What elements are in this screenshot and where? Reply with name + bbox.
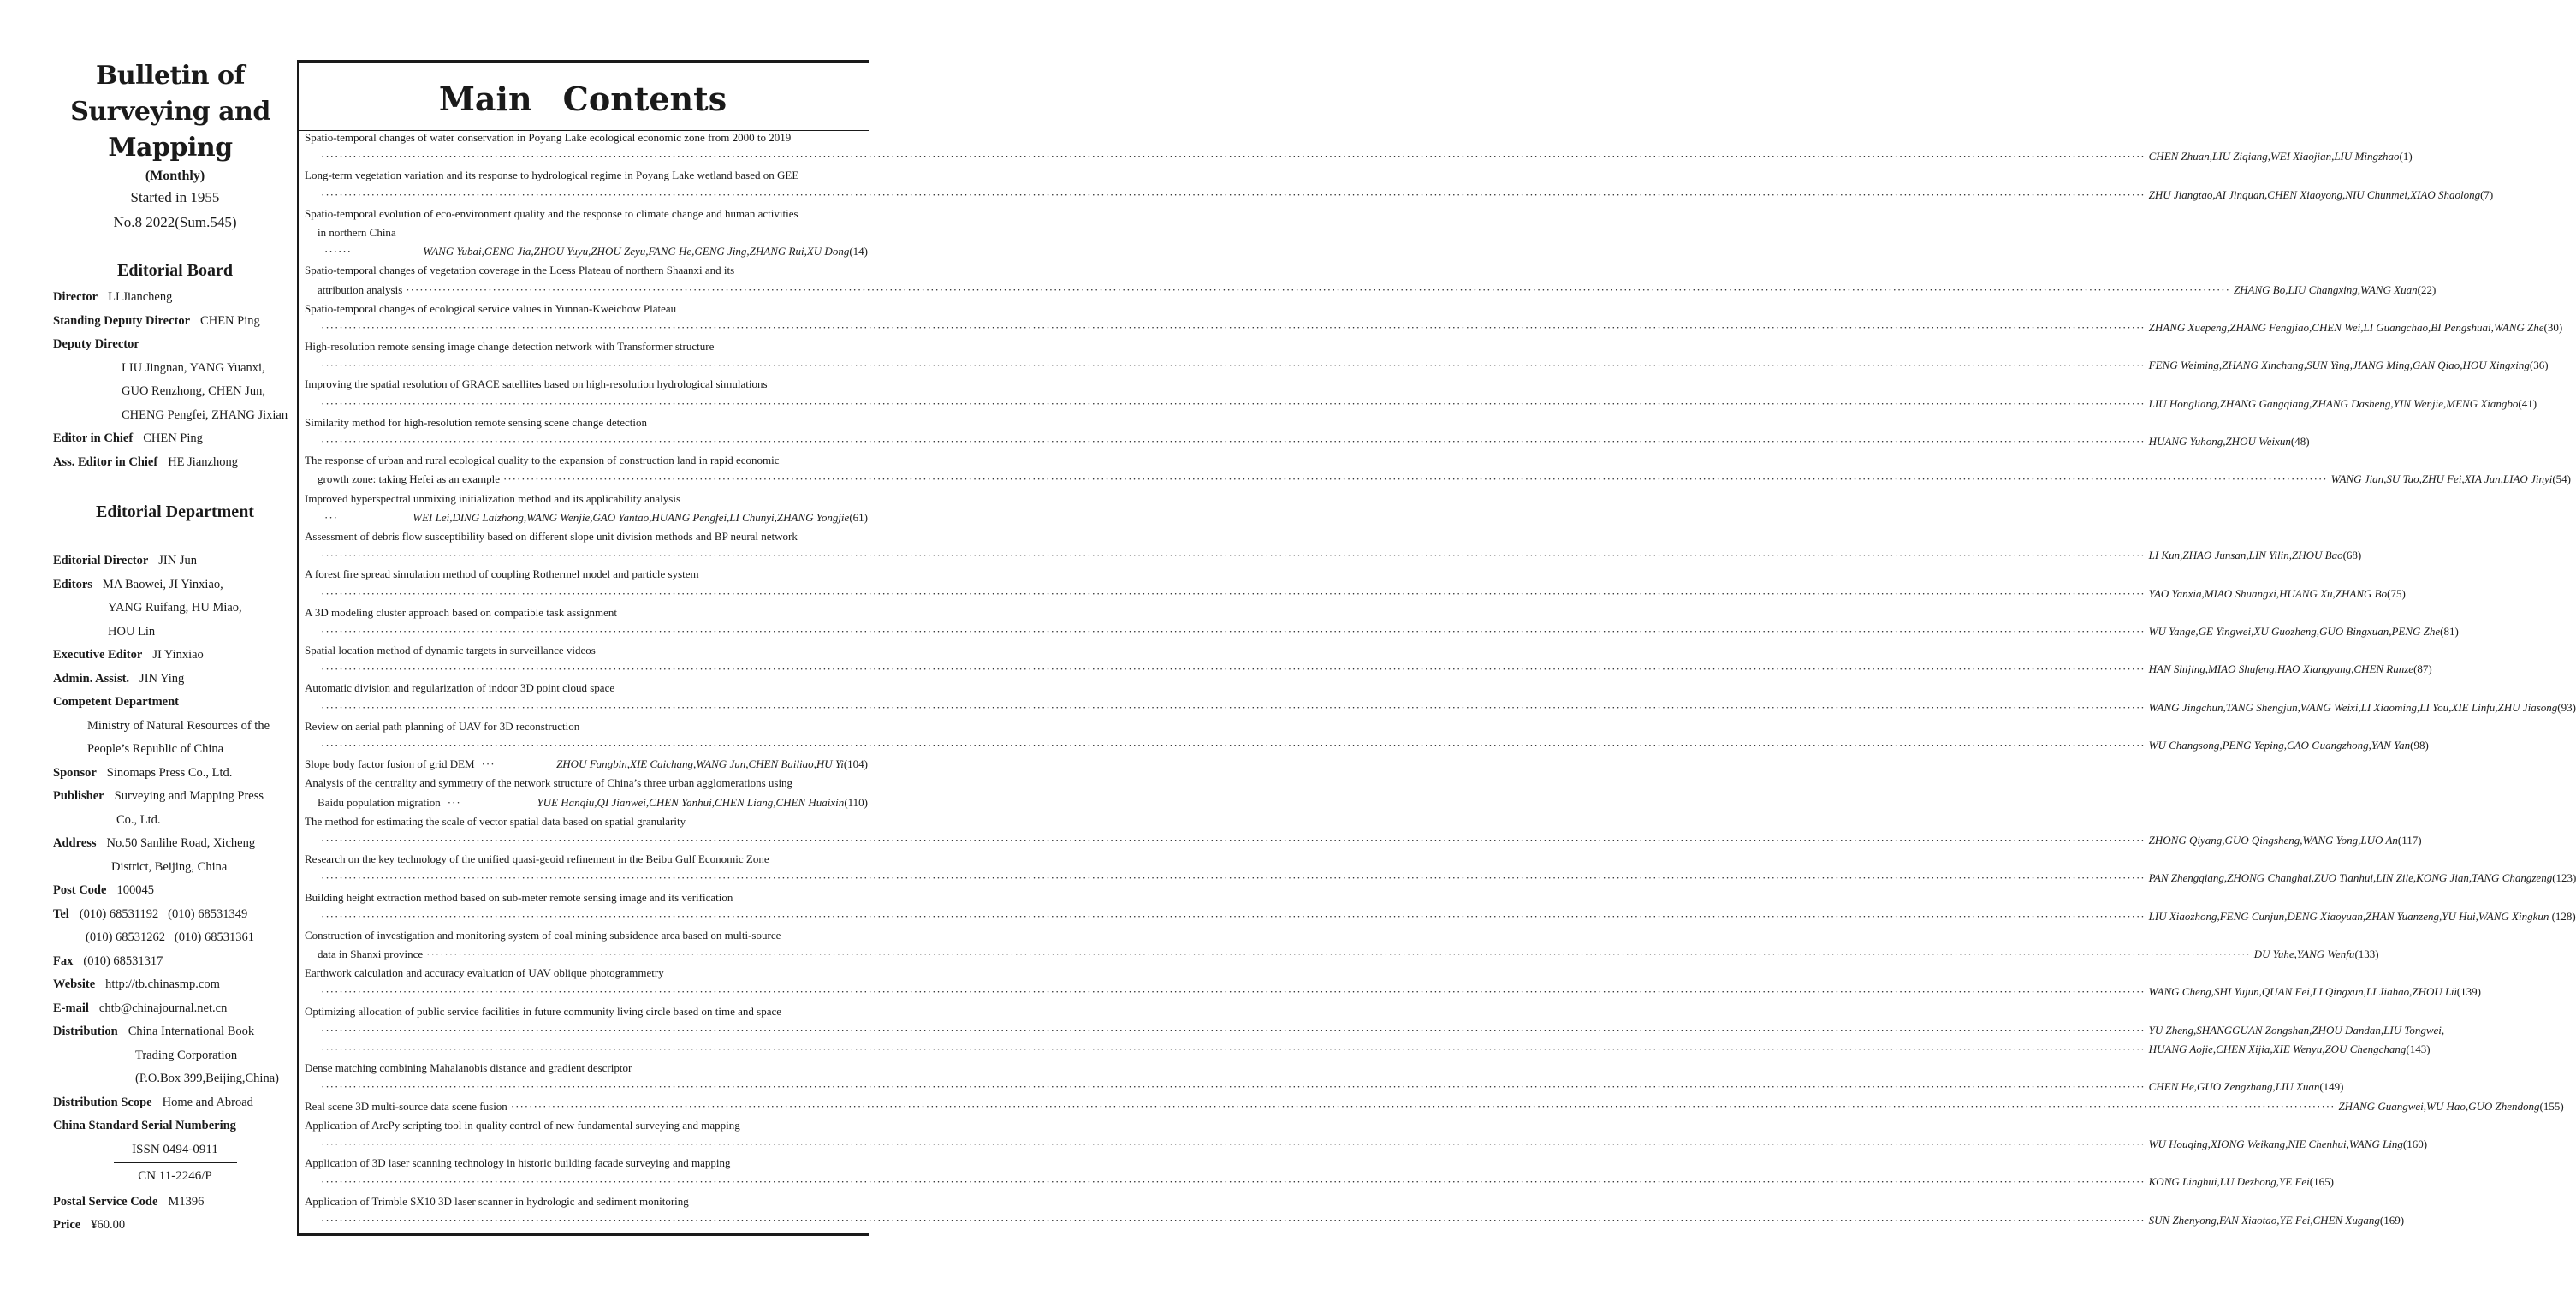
article-page-number: (169)	[2379, 1213, 2405, 1227]
dept-tel: Tel (010) 68531192 (010) 68531349	[53, 906, 248, 921]
article-author-line	[305, 281, 2437, 300]
editorial-board-heading: Editorial Board	[116, 261, 233, 280]
article-author-line	[305, 622, 2459, 641]
article-title-line: Construction of investigation and monitoring system of coal mining subsidence area based on multi-source	[305, 928, 781, 942]
dept-editorial-director: Editorial Director JIN Jun	[53, 554, 197, 567]
journal-title-line2: Surveying and	[70, 97, 270, 127]
dept-serial-label: China Standard Serial Numbering	[53, 1119, 236, 1132]
article-author-line	[305, 470, 2572, 489]
article-author-line	[305, 945, 2379, 964]
leader-dots: ················································································································································································································································································································································································································	[321, 662, 2146, 676]
article-authors: ZHANG Guangwei,WU Hao,GUO Zhendong(155)	[2338, 1099, 2564, 1113]
article-authors: YU Zheng,SHANGGUAN Zongshan,ZHOU Dandan,LIU Tongwei,	[2148, 1023, 2445, 1037]
article-author-line	[305, 508, 868, 527]
article-title-line: Analysis of the centrality and symmetry of the network structure of China’s three urban agglomerations using	[305, 776, 793, 790]
main-contents-heading: Main Contents	[438, 80, 727, 118]
dept-address: Address No.50 Sanlihe Road, Xicheng	[53, 836, 256, 850]
article-author-line	[305, 356, 2549, 375]
dept-competent-label: Competent Department	[53, 695, 179, 709]
leader-dots: ················································································································································································································································································································································································································	[321, 359, 2146, 372]
article-title-line: Dense matching combining Mahalanobis distance and gradient descriptor	[305, 1061, 632, 1075]
article-authors: WANG Yubai,GENG Jia,ZHOU Yuyu,ZHOU Zeyu,FANG He,GENG Jing,ZHANG Rui,XU Dong(14)	[423, 245, 868, 258]
article-title-line: Review on aerial path planning of UAV for 3D reconstruction	[305, 719, 580, 733]
dept-distribution-line: Trading Corporation	[135, 1048, 238, 1062]
board-deputy-label: Deputy Director	[53, 337, 139, 351]
leader-dots: ················································································································································································································································································································································································································	[321, 549, 2146, 562]
article-authors: PAN Zhengqiang,ZHONG Changhai,ZUO Tianhui,LIN Zile,KONG Jian,TANG Changzeng(123)	[2148, 871, 2576, 885]
article-page-number: (139)	[2456, 985, 2481, 999]
article-title-line: Research on the key technology of the unified quasi-geoid refinement in the Beibu Gulf Economic Zone	[305, 853, 769, 866]
dept-sponsor: Sponsor Sinomaps Press Co., Ltd.	[53, 765, 233, 780]
article-author-line	[305, 1173, 2334, 1191]
leader-dots: ················································································································································································································································································································································································································	[321, 700, 2146, 714]
article-authors: CHEN Zhuan,LIU Ziqiang,WEI Xiaojian,LIU Mingzhao(1)	[2148, 150, 2413, 163]
leader-dots: ················································································································································································································································································································································································································	[321, 1043, 2146, 1055]
leader-dots: ················································································································································································································································································································································································································	[321, 1213, 2146, 1227]
dept-executive-editor: Executive Editor JI Yinxiao	[53, 648, 204, 662]
board-director: Director LI Jiancheng	[53, 290, 173, 304]
article-author-line	[305, 1097, 2564, 1116]
article-page-number: (133)	[2354, 948, 2379, 961]
article-author-line	[305, 1040, 2431, 1059]
leader-dots: ················································································································································································································································································································································································································	[321, 624, 2146, 638]
article-author-line	[305, 736, 2429, 755]
article-authors: ZHANG Xuepeng,ZHANG Fengjiao,CHEN Wei,LI Guangchao,BI Pengshuai,WANG Zhe(30)	[2148, 320, 2563, 334]
article-title-line: Improved hyperspectral unmixing initialization method and its applicability analysis	[305, 491, 681, 505]
article-authors: HUANG Aojie,CHEN Xijia,XIE Wenyu,ZOU Chengchang(143)	[2148, 1043, 2431, 1055]
article-authors: LIU Xiaozhong,FENG Cunjun,DENG Xiaoyuan,ZHAN Yuanzeng,YU Hui,WANG Xingkun (128)	[2148, 909, 2576, 923]
article-page-number: (7)	[2480, 187, 2494, 201]
article-title-tail: attribution analysis	[318, 282, 403, 296]
article-authors: WU Houqing,XIONG Weikang,NIE Chenhui,WANG Ling(160)	[2148, 1137, 2428, 1150]
leader-dots: ···	[447, 795, 461, 809]
article-title-line: Automatic division and regularization of indoor 3D point cloud space	[305, 681, 615, 695]
article-authors: WANG Jingchun,TANG Shengjun,WANG Weixi,LI Xiaoming,LI You,XIE Linfu,ZHU Jiasong(93)	[2148, 700, 2576, 714]
article-authors: WANG Cheng,SHI Yujun,QUAN Fei,LI Qingxun,LI Jiahao,ZHOU Lü(139)	[2148, 985, 2481, 999]
article-authors: FENG Weiming,ZHANG Xinchang,SUN Ying,JIANG Ming,GAN Qiao,HOU Xingxing(36)	[2148, 359, 2549, 372]
dept-fax: Fax (010) 68531317	[53, 954, 163, 968]
article-page-number: (155)	[2539, 1099, 2564, 1113]
leader-dots: ················································································································································································································································································································································································································	[321, 739, 2146, 752]
dept-postal-service-code: Postal Service Code M1396	[53, 1194, 205, 1209]
leader-dots: ················································································································································································································································································································································································································	[321, 985, 2146, 999]
dept-editors-line: YANG Ruifang, HU Miao,	[108, 601, 242, 615]
article-authors: YUE Hanqiu,QI Jianwei,CHEN Yanhui,CHEN Liang,CHEN Huaixin(110)	[537, 795, 868, 809]
dept-distribution: Distribution China International Book	[53, 1025, 255, 1038]
article-authors: HAN Shijing,MIAO Shufeng,HAO Xiangyang,CHEN Runze(87)	[2148, 662, 2432, 676]
article-author-line	[305, 907, 2576, 926]
article-title-line: Building height extraction method based on sub-meter remote sensing image and its verification	[305, 890, 733, 904]
leader-dots: ················································································································································································································································································································································································································	[321, 833, 2146, 847]
article-author-line	[305, 432, 2310, 451]
board-standing-deputy: Standing Deputy Director CHEN Ping	[53, 313, 260, 328]
dept-editors: Editors MA Baowei, JI Yinxiao,	[53, 577, 223, 591]
article-authors: WU Changsong,PENG Yeping,CAO Guangzhong,YAN Yan(98)	[2148, 739, 2429, 752]
dept-admin-assist: Admin. Assist. JIN Ying	[53, 671, 185, 686]
article-title-line: Assessment of debris flow susceptibility based on different slope unit division methods and BP neural network	[305, 529, 798, 543]
leader-dots: ······	[324, 245, 352, 258]
article-page-number: (149)	[2319, 1080, 2344, 1094]
article-title-line: Similarity method for high-resolution remote sensing scene change detection	[305, 415, 648, 429]
article-title-line: Application of 3D laser scanning technology in historic building facade surveying and mapping	[305, 1156, 731, 1170]
leader-dots: ················································································································································································································································································································································································································	[321, 1080, 2146, 1094]
article-page-number: (14)	[849, 245, 868, 258]
article-author-line	[305, 318, 2563, 337]
issn-number: ISSN 0494-0911	[132, 1142, 218, 1156]
journal-title-line1: Bulletin of	[96, 61, 245, 91]
article-authors: CHEN He,GUO Zengzhang,LIU Xuan(149)	[2148, 1080, 2344, 1094]
article-authors: LIU Hongliang,ZHANG Gangqiang,ZHANG Dasheng,YIN Wenjie,MENG Xiangbo(41)	[2148, 396, 2537, 410]
leader-dots: ················································································································································································································································································································································································································	[321, 1137, 2146, 1150]
article-page-number: (61)	[849, 510, 868, 524]
article-page-number: (104)	[843, 757, 868, 771]
dept-email: E-mail chtb@chinajournal.net.cn	[53, 1001, 228, 1015]
cn-number: CN 11-2246/P	[138, 1168, 212, 1183]
article-title-tail: data in Shanxi province	[318, 948, 424, 961]
article-authors: ZHONG Qiyang,GUO Qingsheng,WANG Yong,LUO An(117)	[2148, 833, 2422, 847]
dept-price: Price ¥60.00	[53, 1218, 126, 1232]
leader-dots: ················································································································································································································································································································································································································	[321, 396, 2146, 410]
dept-website: Website http://tb.chinasmp.com	[53, 977, 220, 991]
article-authors: ZHANG Bo,LIU Changxing,WANG Xuan(22)	[2233, 282, 2437, 296]
article-page-number: (68)	[2342, 549, 2362, 562]
article-authors: ZHOU Fangbin,XIE Caichang,WANG Jun,CHEN Bailiao,HU Yi(104)	[556, 757, 868, 771]
article-page-number: (143)	[2406, 1043, 2431, 1055]
article-author-line	[305, 831, 2422, 850]
article-author-line	[305, 546, 2362, 565]
leader-dots: ················································································································································································································································································································································································································	[321, 150, 2146, 163]
journal-issue: No.8 2022(Sum.545)	[113, 214, 237, 230]
article-author-line	[305, 1078, 2344, 1096]
board-deputy-line: GUO Renzhong, CHEN Jun,	[122, 384, 265, 398]
journal-frequency: (Monthly)	[145, 169, 205, 183]
article-page-number: (123)	[2552, 871, 2576, 885]
article-page-number: (48)	[2290, 435, 2310, 448]
article-page-number: (54)	[2552, 472, 2572, 486]
board-deputy-line: LIU Jingnan, YANG Yuanxi,	[122, 360, 265, 375]
board-editor-in-chief: Editor in Chief CHEN Ping	[53, 431, 203, 445]
email-link[interactable]: chtb@chinajournal.net.cn	[98, 1001, 228, 1015]
article-authors: SUN Zhenyong,FAN Xiaotao,YE Fei,CHEN Xugang(169)	[2148, 1213, 2405, 1227]
board-ass-editor-in-chief: Ass. Editor in Chief HE Jianzhong	[53, 454, 238, 469]
article-author-line	[305, 1021, 2445, 1040]
leader-dots: ················································································································································································································································································································································································································	[321, 435, 2146, 448]
article-page-number: (75)	[2387, 586, 2406, 600]
article-title-tail: Slope body factor fusion of grid DEM	[305, 757, 475, 771]
article-title-line: Application of Trimble SX10 3D laser scanner in hydrologic and sediment monitoring	[305, 1194, 689, 1208]
article-title-line: Spatial location method of dynamic targets in surveillance videos	[305, 644, 596, 657]
website-link[interactable]: http://tb.chinasmp.com	[105, 977, 220, 991]
article-title-line: The response of urban and rural ecological quality to the expansion of construction land in rapid economic	[305, 454, 780, 467]
article-authors: WU Yange,GE Yingwei,XU Guozheng,GUO Bingxuan,PENG Zhe(81)	[2148, 624, 2459, 638]
leader-dots: ················································································································································································································································································································································································································	[321, 586, 2146, 600]
article-author-line	[305, 1135, 2428, 1154]
article-page-number: (93)	[2557, 700, 2576, 714]
article-page-number: (36)	[2529, 359, 2549, 372]
leader-dots: ················································································································································································································································································································································································································	[321, 320, 2146, 334]
leader-dots: ················································································································································································································································································································································································································	[321, 187, 2146, 201]
article-authors: HUANG Yuhong,ZHOU Weixun(48)	[2148, 435, 2310, 448]
article-title-line: A 3D modeling cluster approach based on compatible task assignment	[305, 605, 617, 619]
article-author-line	[305, 395, 2537, 413]
article-authors: WANG Jian,SU Tao,ZHU Fei,XIA Jun,LIAO Jinyi(54)	[2330, 472, 2572, 486]
journal-title-line3: Mapping	[108, 133, 233, 163]
article-page-number: (128)	[2549, 909, 2576, 923]
article-title-tail: Baidu population migration	[318, 795, 441, 809]
contents-list	[305, 128, 2576, 1230]
article-page-number: (41)	[2518, 396, 2537, 410]
dept-publisher: Publisher Surveying and Mapping Press	[53, 789, 264, 803]
article-title-line: in northern China	[318, 225, 396, 239]
issn-divider	[114, 1162, 237, 1163]
article-title-line: Improving the spatial resolution of GRACE satellites based on high-resolution hydrological simulations	[305, 377, 768, 391]
article-title-line: Spatio-temporal changes of vegetation coverage in the Loess Plateau of northern Shaanxi and its	[305, 264, 735, 277]
article-authors: DU Yuhe,YANG Wenfu(133)	[2253, 948, 2379, 961]
article-page-number: (165)	[2309, 1175, 2334, 1189]
article-title-line: A forest fire spread simulation method of coupling Rothermel model and particle system	[305, 567, 699, 581]
article-page-number: (160)	[2402, 1137, 2428, 1150]
dept-publisher-line: Co., Ltd.	[116, 812, 161, 827]
leader-dots: ················································································································································································································································································································································································································	[321, 1023, 2146, 1037]
journal-started: Started in 1955	[130, 189, 220, 205]
leader-dots: ···	[324, 510, 338, 524]
article-author-line	[305, 698, 2576, 717]
editorial-department-heading: Editorial Department	[96, 502, 254, 521]
leader-dots: ················································································································································································································································································································································································································	[502, 472, 2328, 486]
dept-distribution-scope: Distribution Scope Home and Abroad	[53, 1095, 253, 1109]
article-title-line: Spatio-temporal changes of ecological service values in Yunnan-Kweichow Plateau	[305, 301, 677, 315]
leader-dots: ················································································································································································································································································································································································································	[321, 1175, 2146, 1189]
article-author-line	[305, 869, 2576, 888]
article-author-line	[305, 186, 2494, 205]
article-author-line	[305, 660, 2432, 679]
article-title-line: Application of ArcPy scripting tool in quality control of new fundamental surveying and mapping	[305, 1118, 740, 1132]
article-page-number: (1)	[2399, 150, 2413, 163]
dept-competent-line: Ministry of Natural Resources of the	[87, 718, 270, 733]
article-title-line: Spatio-temporal evolution of eco-environment quality and the response to climate change and human activities	[305, 206, 798, 220]
article-page-number: (30)	[2543, 320, 2563, 334]
article-author-line	[305, 755, 868, 774]
masthead-column	[53, 58, 297, 1238]
dept-competent-line: People’s Republic of China	[87, 742, 224, 756]
article-title-line: Spatio-temporal changes of water conservation in Poyang Lake ecological economic zone from 2000 to 2019	[305, 131, 792, 144]
article-authors: YAO Yanxia,MIAO Shuangxi,HUANG Xu,ZHANG Bo(75)	[2148, 586, 2406, 600]
dept-tel-line: (010) 68531262 (010) 68531361	[86, 930, 254, 944]
article-page-number: (98)	[2410, 739, 2429, 752]
article-author-line	[305, 147, 2413, 166]
article-author-line	[305, 793, 868, 812]
article-title-line: High-resolution remote sensing image change detection network with Transformer structure	[305, 340, 715, 353]
article-title-tail: growth zone: taking Hefei as an example	[318, 472, 500, 486]
article-page-number: (22)	[2417, 282, 2437, 296]
dept-distribution-line: (P.O.Box 399,Beijing,China)	[135, 1072, 279, 1085]
article-authors: WEI Lei,DING Laizhong,WANG Wenjie,GAO Yantao,HUANG Pengfei,LI Chunyi,ZHANG Yongjie(61)	[413, 510, 868, 524]
leader-dots: ················································································································································································································································································································································································································	[426, 948, 2251, 961]
board-deputy-line: CHENG Pengfei, ZHANG Jixian	[122, 407, 288, 422]
article-authors: ZHU Jiangtao,AI Jinquan,CHEN Xiaoyong,NIU Chunmei,XIAO Shaolong(7)	[2148, 187, 2494, 201]
leader-dots: ···	[481, 757, 496, 771]
article-title-line: Earthwork calculation and accuracy evaluation of UAV oblique photogrammetry	[305, 966, 664, 980]
article-page-number: (87)	[2413, 662, 2432, 676]
article-page-number: (117)	[2397, 833, 2422, 847]
leader-dots: ················································································································································································································································································································································································································	[510, 1099, 2336, 1113]
article-title-line: Optimizing allocation of public service facilities in future community living circle based on time and space	[305, 1004, 782, 1018]
article-page-number: (110)	[844, 795, 868, 809]
dept-editors-line: HOU Lin	[108, 624, 156, 639]
article-title-line: Long-term vegetation variation and its response to hydrological regime in Poyang Lake wetland based on GEE	[305, 169, 799, 182]
article-title-line: The method for estimating the scale of vector spatial data based on spatial granularity	[305, 814, 686, 828]
article-author-line	[305, 983, 2481, 1001]
article-author-line	[305, 585, 2406, 603]
article-author-line	[305, 242, 868, 261]
article-authors: LI Kun,ZHAO Junsan,LIN Yilin,ZHOU Bao(68)	[2148, 549, 2362, 562]
article-page-number: (81)	[2440, 624, 2459, 638]
article-author-line	[305, 1211, 2405, 1230]
dept-address-line: District, Beijing, China	[111, 859, 228, 874]
leader-dots: ················································································································································································································································································································································································································	[406, 282, 2230, 296]
article-title-tail: Real scene 3D multi-source data scene fusion	[305, 1099, 507, 1113]
article-authors: KONG Linghui,LU Dezhong,YE Fei(165)	[2148, 1175, 2334, 1189]
leader-dots: ················································································································································································································································································································································································································	[321, 871, 2146, 885]
dept-post-code: Post Code 100045	[53, 883, 154, 897]
leader-dots: ················································································································································································································································································································································································································	[321, 909, 2146, 923]
